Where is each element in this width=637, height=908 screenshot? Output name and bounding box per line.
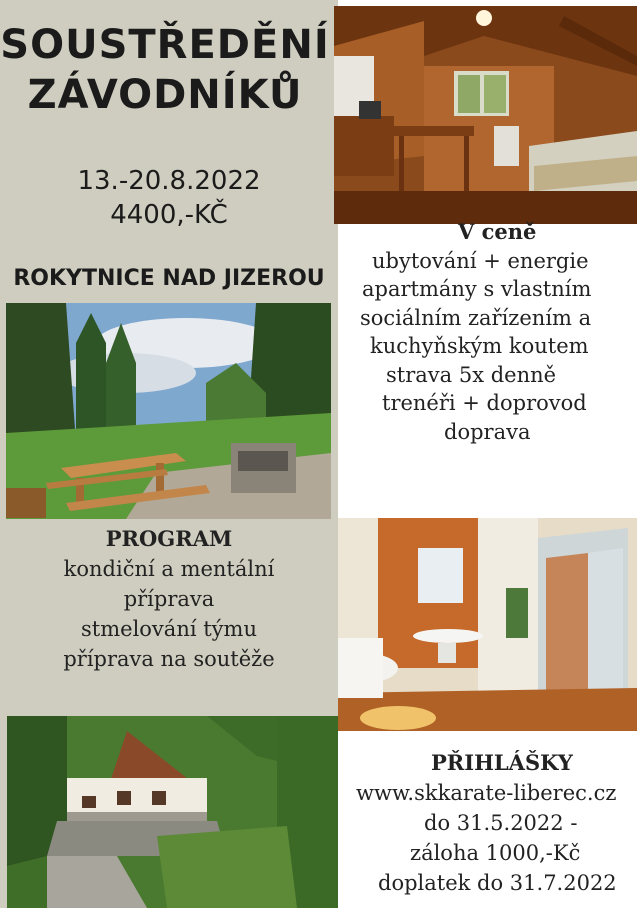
photo-bathroom	[338, 518, 637, 731]
poster-title	[0, 20, 330, 120]
program-item: příprava na soutěže	[63, 647, 275, 671]
included-section	[340, 218, 637, 446]
registration-website[interactable]: www.skkarate-liberec.cz	[356, 781, 617, 805]
included-item: strava 5x denně	[386, 362, 557, 387]
title-line-1: SOUSTŘEDĚNÍ	[0, 22, 330, 68]
event-dates: 13.-20.8.2022	[77, 166, 261, 196]
title-line-2: ZÁVODNÍKŮ	[27, 72, 303, 118]
registration-deposit: záloha 1000,-Kč	[410, 841, 581, 865]
included-item: trenéři + doprovod	[382, 391, 587, 415]
program-section	[0, 524, 338, 674]
registration-deadline: do 31.5.2022 -	[424, 811, 578, 835]
included-item: doprava	[444, 419, 531, 444]
included-heading: V ceně	[458, 219, 537, 244]
program-item: kondiční a mentální	[63, 557, 275, 581]
included-item: apartmány s vlastním	[362, 277, 592, 301]
included-item: ubytování + energie	[372, 248, 589, 273]
photo-house	[7, 716, 338, 908]
photo-attic-room	[334, 6, 637, 224]
program-item: příprava	[123, 587, 215, 611]
included-item: kuchyňským koutem	[370, 334, 589, 358]
registration-balance: doplatek do 31.7.2022	[378, 871, 617, 895]
registration-section	[338, 748, 637, 898]
registration-heading: PŘIHLÁŠKY	[431, 750, 573, 775]
event-price: 4400,-KČ	[110, 200, 228, 230]
program-heading: PROGRAM	[105, 526, 233, 551]
event-location: ROKYTNICE NAD JIZEROU	[13, 266, 325, 291]
included-item: sociálním zařízením a	[360, 305, 592, 330]
photo-picnic-area	[6, 303, 331, 519]
program-item: stmelování týmu	[81, 617, 257, 641]
